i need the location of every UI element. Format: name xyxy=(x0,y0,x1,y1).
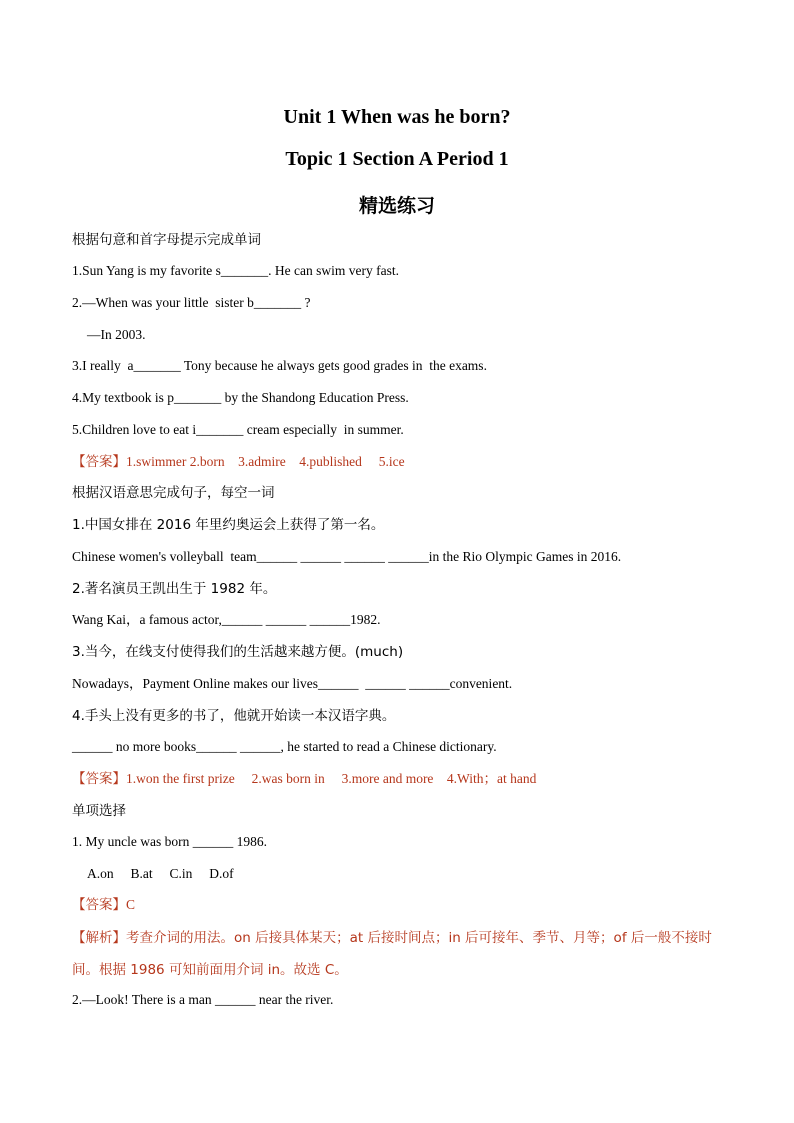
answer-tag: 【答案】 xyxy=(72,771,126,787)
part2-question-2-cn: 2.著名演员王凯出生于 1982 年。 xyxy=(72,581,277,597)
doc-subtitle: Topic 1 Section A Period 1 xyxy=(285,148,509,170)
part3-question-1-options: A.on B.at C.in D.of xyxy=(87,866,234,881)
doc-title: Unit 1 When was he born? xyxy=(283,106,511,128)
part2-question-3-en: Nowadays，Payment Online makes our lives______ ______ ______convenient. xyxy=(72,676,513,691)
analysis-tag: 【解析】 xyxy=(72,930,126,946)
part1-answer xyxy=(72,453,405,471)
part3-heading: 单项选择 xyxy=(72,803,126,819)
part1-question-1: 1.Sun Yang is my favorite s_______. He can swim very fast. xyxy=(72,263,399,278)
part1-question-4: 4.My textbook is p_______ by the Shandong Education Press. xyxy=(72,390,409,405)
part1-question-2-reply: —In 2003. xyxy=(87,327,146,342)
part3-analysis xyxy=(72,922,732,986)
part2-answer xyxy=(72,770,536,788)
part3-question-1: 1. My uncle was born ______ 1986. xyxy=(72,834,267,849)
doc-section-title: 精选练习 xyxy=(358,195,435,217)
answer-text: C xyxy=(126,897,136,912)
answer-text: 1.swimmer 2.born 3.admire 4.published 5.ice xyxy=(126,454,405,469)
part2-question-4-cn: 4.手头上没有更多的书了，他就开始读一本汉语字典。 xyxy=(72,708,396,724)
analysis-text: 考查介词的用法。on 后接具体某天；at 后接时间点；in 后可接年、季节、月等；of 后一般不接时间。根据 1986 可知前面用介词 in。故选 C。 xyxy=(72,930,712,978)
part3-question-2: 2.—Look! There is a man ______ near the river. xyxy=(72,992,334,1007)
part2-question-2-en: Wang Kai，a famous actor,______ ______ ______1982. xyxy=(72,612,381,627)
part1-question-5: 5.Children love to eat i_______ cream especially in summer. xyxy=(72,422,404,437)
part1-question-2: 2.—When was your little sister b_______ ? xyxy=(72,295,311,310)
part2-question-1-cn: 1.中国女排在 2016 年里约奥运会上获得了第一名。 xyxy=(72,517,385,533)
part2-heading: 根据汉语意思完成句子，每空一词 xyxy=(72,485,275,501)
part2-question-3-cn: 3.当今，在线支付使得我们的生活越来越方便。(much) xyxy=(72,644,404,660)
answer-text: 1.won the first prize 2.was born in 3.more and more 4.With；at hand xyxy=(126,771,537,786)
part1-heading: 根据句意和首字母提示完成单词 xyxy=(72,232,261,248)
part2-question-4-en: ______ no more books______ ______, he started to read a Chinese dictionary. xyxy=(72,739,497,754)
part2-question-1-en: Chinese women's volleyball team______ ______ ______ ______in the Rio Olympic Games in 2016. xyxy=(72,549,622,564)
answer-tag: 【答案】 xyxy=(72,897,126,913)
part3-answer xyxy=(72,896,135,914)
answer-tag: 【答案】 xyxy=(72,454,126,470)
part1-question-3: 3.I really a_______ Tony because he always gets good grades in the exams. xyxy=(72,358,487,373)
